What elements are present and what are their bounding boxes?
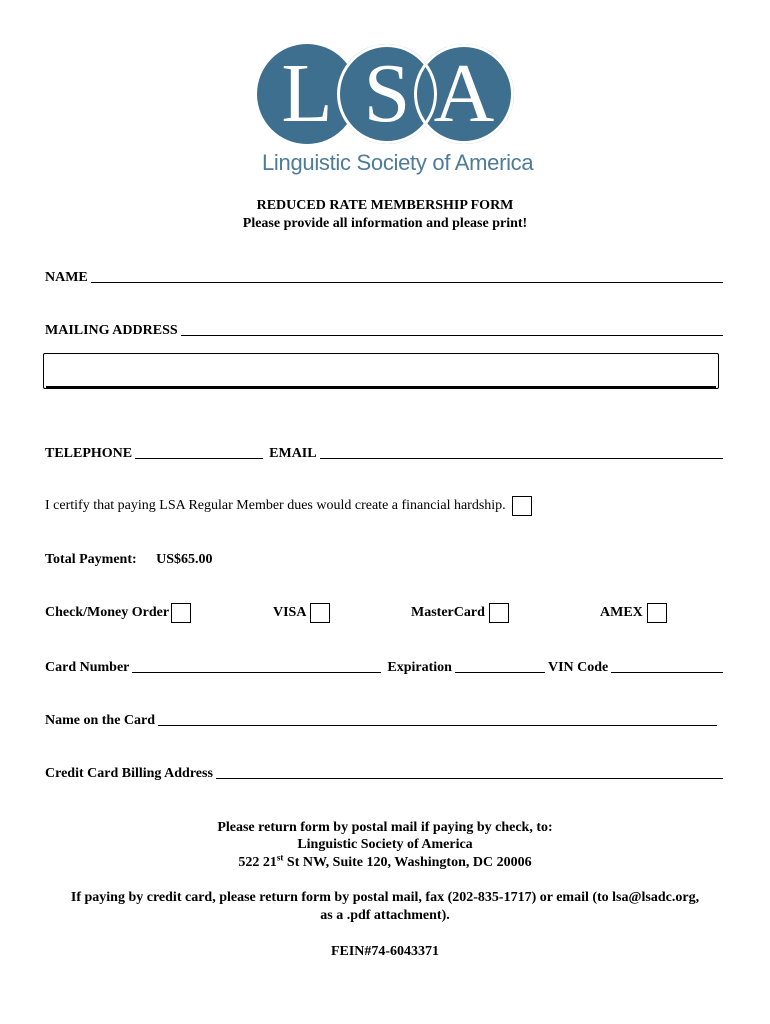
mastercard-checkbox[interactable] bbox=[489, 603, 509, 623]
payment-option-visa bbox=[273, 603, 330, 623]
form-subtitle: Please provide all information and please print! bbox=[242, 216, 528, 231]
logo-letter-s: S bbox=[363, 47, 411, 140]
total-payment bbox=[45, 552, 213, 568]
billing-address-label: Credit Card Billing Address bbox=[45, 766, 213, 781]
telephone-field[interactable] bbox=[135, 444, 263, 459]
name-label: NAME bbox=[45, 270, 88, 285]
payment-option-mastercard bbox=[411, 603, 509, 623]
hardship-certification bbox=[45, 496, 532, 516]
hardship-checkbox[interactable] bbox=[512, 496, 532, 516]
card-number-label: Card Number bbox=[45, 660, 130, 675]
name-on-card-row bbox=[45, 711, 717, 729]
expiration-field[interactable] bbox=[455, 658, 545, 673]
total-payment-amount: US$65.00 bbox=[156, 552, 213, 567]
vin-code-label: VIN Code bbox=[547, 660, 609, 675]
name-on-card-label: Name on the Card bbox=[45, 713, 156, 728]
payment-option-check bbox=[45, 603, 191, 623]
form-title: REDUCED RATE MEMBERSHIP FORM bbox=[256, 198, 514, 213]
mailing-address-row bbox=[45, 321, 723, 339]
mailing-address-box-field[interactable] bbox=[43, 353, 719, 389]
check-money-order-label: Check/Money Order bbox=[45, 605, 170, 620]
address-number: 522 21 bbox=[238, 855, 277, 870]
check-money-order-checkbox[interactable] bbox=[171, 603, 191, 623]
fein-number: FEIN#74-6043371 bbox=[330, 944, 440, 959]
lsa-logo bbox=[257, 44, 517, 144]
card-details-row bbox=[45, 658, 723, 676]
name-row bbox=[45, 268, 723, 286]
total-payment-label: Total Payment: bbox=[45, 552, 137, 567]
org-name: Linguistic Society of America bbox=[297, 837, 473, 852]
email-field[interactable] bbox=[320, 444, 723, 459]
mailing-address-field[interactable] bbox=[181, 321, 723, 336]
amex-checkbox[interactable] bbox=[647, 603, 667, 623]
email-label: EMAIL bbox=[269, 446, 317, 461]
contact-row bbox=[45, 444, 723, 462]
logo-letter-a: A bbox=[433, 47, 495, 140]
logo-letter-l: L bbox=[281, 47, 333, 140]
org-address bbox=[0, 852, 770, 871]
payment-option-amex bbox=[600, 603, 667, 623]
mastercard-label: MasterCard bbox=[411, 605, 485, 620]
vin-code-field[interactable] bbox=[611, 658, 723, 673]
mailing-address-second-line bbox=[46, 386, 716, 388]
mailing-address-label: MAILING ADDRESS bbox=[45, 323, 178, 338]
billing-address-field[interactable] bbox=[216, 764, 723, 779]
card-number-field[interactable] bbox=[132, 658, 381, 673]
visa-checkbox[interactable] bbox=[310, 603, 330, 623]
return-instructions: Please return form by postal mail if paying by check, to: bbox=[217, 820, 553, 835]
amex-label: AMEX bbox=[600, 605, 643, 620]
address-rest: St NW, Suite 120, Washington, DC 20006 bbox=[283, 855, 532, 870]
visa-label: VISA bbox=[273, 605, 307, 620]
expiration-label: Expiration bbox=[387, 660, 452, 675]
address-suffix: st bbox=[276, 852, 284, 863]
telephone-label: TELEPHONE bbox=[45, 446, 133, 461]
credit-card-instructions-cont: as a .pdf attachment). bbox=[320, 908, 450, 923]
credit-card-instructions: If paying by credit card, please return form by postal mail, fax (202-835-1717) or email (to lsa@lsadc.org, bbox=[70, 890, 700, 905]
logo-tagline: Linguistic Society of America bbox=[262, 150, 534, 175]
name-on-card-field[interactable] bbox=[158, 711, 717, 726]
certify-text: I certify that paying LSA Regular Member dues would create a financial hardship. bbox=[45, 498, 506, 513]
name-field[interactable] bbox=[91, 268, 723, 283]
billing-address-row bbox=[45, 764, 723, 782]
